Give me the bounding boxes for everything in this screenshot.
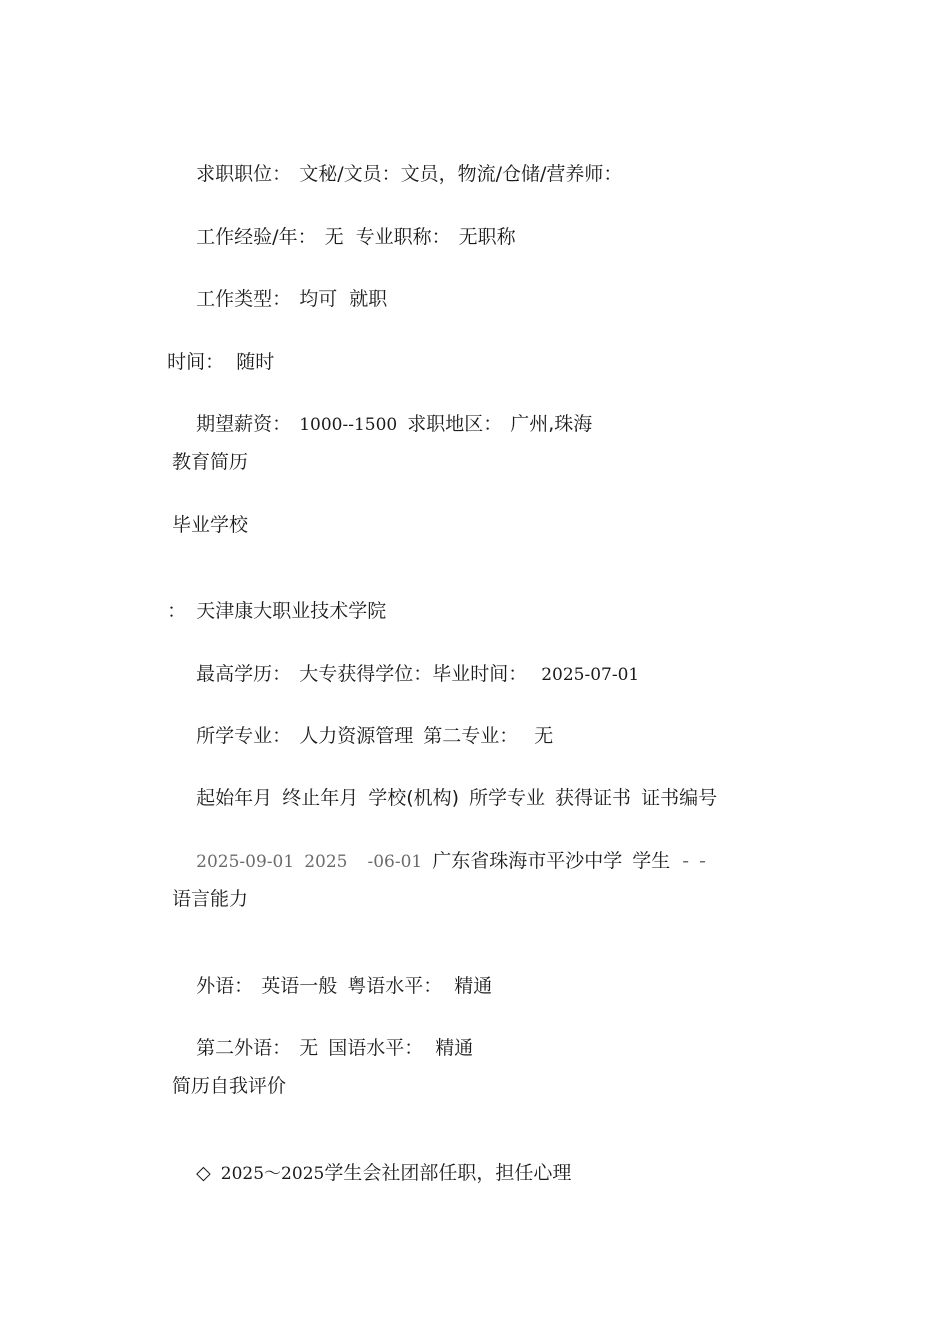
experience-value: 无 bbox=[324, 226, 344, 248]
self-eval-years: 2025～2025 bbox=[220, 1164, 325, 1184]
experience-label: 工作经验/年： bbox=[196, 226, 317, 248]
obtained-degree-label: 获得学位： bbox=[337, 663, 433, 685]
cantonese-label: 粤语水平： bbox=[347, 975, 443, 997]
region-label: 求职地区： bbox=[407, 413, 503, 435]
row-school: 广东省珠海市平沙中学 bbox=[432, 850, 623, 872]
row-start-date: 2025-09-01 bbox=[196, 852, 295, 872]
second-major-label: 第二专业： bbox=[423, 725, 519, 747]
foreign-label: 外语： bbox=[196, 975, 254, 997]
degree-label: 最高学历： bbox=[196, 663, 292, 685]
second-major-value: 无 bbox=[534, 725, 554, 747]
position-value: 文秘/文员：文员，物流/仓储/营养师： bbox=[299, 163, 623, 185]
mandarin-value: 精通 bbox=[435, 1037, 474, 1059]
work-type-value: 均可 bbox=[299, 288, 338, 310]
degree-value: 大专 bbox=[299, 663, 338, 685]
self-eval-line bbox=[172, 1137, 571, 1210]
education-section-title: 教育简历 bbox=[172, 451, 249, 473]
self-eval-section-title: 简历自我评价 bbox=[172, 1075, 287, 1097]
diamond-bullet-icon: ◇ bbox=[196, 1162, 211, 1184]
table-header-cert-no: 证书编号 bbox=[641, 787, 718, 809]
second-foreign-label: 第二外语： bbox=[196, 1037, 292, 1059]
region-value: 广州,珠海 bbox=[510, 413, 593, 435]
self-eval-text: 学生会社团部任职，担任心理 bbox=[324, 1162, 572, 1184]
row-end-rest: -06-01 bbox=[367, 852, 423, 872]
mandarin-label: 国语水平： bbox=[328, 1037, 424, 1059]
start-value: 随时 bbox=[236, 351, 275, 373]
table-header-end: 终止年月 bbox=[282, 787, 359, 809]
second-foreign-value: 无 bbox=[299, 1037, 319, 1059]
row-cert: - bbox=[682, 850, 690, 872]
table-header-school: 学校(机构) bbox=[368, 787, 460, 809]
work-type-label: 工作类型： bbox=[196, 288, 292, 310]
table-header-cert: 获得证书 bbox=[555, 787, 632, 809]
school-value: 天津康大职业技术学院 bbox=[196, 600, 387, 622]
row-major: 学生 bbox=[632, 850, 671, 872]
row-end-year: 2025 bbox=[304, 852, 348, 872]
grad-time-value: 2025-07-01 bbox=[541, 665, 640, 685]
row-cert-no: - bbox=[699, 850, 706, 872]
table-header-start: 起始年月 bbox=[196, 787, 273, 809]
education-table-row bbox=[172, 825, 706, 898]
school-label: 毕业学校 bbox=[172, 514, 249, 536]
title-label: 专业职称： bbox=[355, 226, 451, 248]
salary-value: 1000--1500 bbox=[299, 415, 398, 435]
position-label: 求职职位： bbox=[196, 163, 292, 185]
language-section-title: 语言能力 bbox=[172, 888, 249, 910]
position-line bbox=[172, 138, 622, 210]
start-label-part1: 就职 bbox=[349, 288, 388, 310]
major-value: 人力资源管理 bbox=[299, 725, 414, 747]
cantonese-value: 精通 bbox=[454, 975, 493, 997]
school-line bbox=[143, 575, 386, 647]
grad-time-label: 毕业时间： bbox=[432, 663, 528, 685]
start-label-part2: 时间： bbox=[167, 351, 225, 373]
work-type-line bbox=[172, 263, 387, 335]
table-header-major: 所学专业 bbox=[469, 787, 546, 809]
major-label: 所学专业： bbox=[196, 725, 292, 747]
school-label-colon: ： bbox=[167, 600, 187, 622]
foreign-value: 英语一般 bbox=[261, 975, 338, 997]
salary-label: 期望薪资： bbox=[196, 413, 292, 435]
education-table-header bbox=[172, 762, 717, 834]
title-value: 无职称 bbox=[458, 226, 516, 248]
